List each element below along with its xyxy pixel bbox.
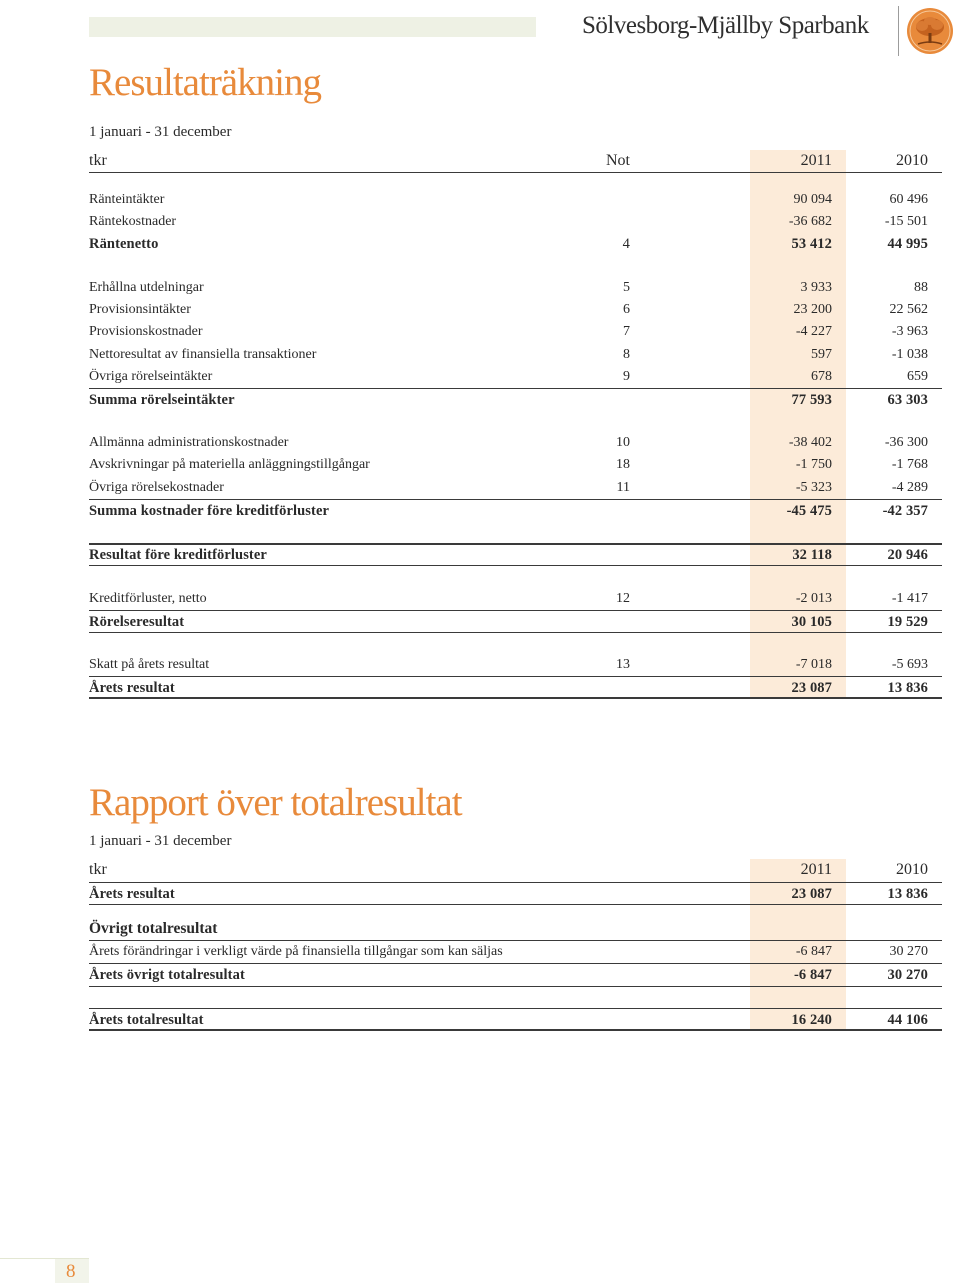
row-value-2011: -36 682 <box>788 214 832 229</box>
table-row <box>89 432 942 454</box>
period-text: 1 januari - 31 december <box>89 833 232 849</box>
brand-name: Sölvesborg-Mjällby Sparbank <box>582 12 869 39</box>
row-note: 18 <box>616 457 630 472</box>
row-label: Allmänna administrationskostnader <box>89 435 289 450</box>
row-note: 6 <box>623 302 630 317</box>
row-label: Skatt på årets resultat <box>89 657 210 672</box>
row-value-2011: -6 847 <box>793 967 832 983</box>
table-row <box>89 189 942 211</box>
row-label: Rörelseresultat <box>89 614 185 630</box>
row-label: Ränteintäkter <box>89 192 165 207</box>
row-value-2011: -45 475 <box>786 503 832 519</box>
row-value-2010: 22 562 <box>889 302 928 317</box>
row-label: Årets totalresultat <box>89 1012 204 1028</box>
row-value-2011: 77 593 <box>791 392 832 408</box>
table-row <box>89 277 942 299</box>
row-label: Årets resultat <box>89 680 175 696</box>
row-label: Årets övrigt totalresultat <box>89 967 245 983</box>
table-row <box>89 454 942 476</box>
row-value-2011: -2 013 <box>795 591 832 606</box>
table-row-sum <box>89 500 942 522</box>
table-row <box>89 477 942 499</box>
table-row <box>89 211 942 233</box>
row-value-2010: -4 289 <box>891 480 928 495</box>
row-value-2010: 60 496 <box>889 192 928 207</box>
table-row <box>89 233 942 255</box>
row-label: Räntenetto <box>89 236 159 252</box>
oak-tree-logo-icon <box>906 7 954 55</box>
section-title: Rapport över totalresultat <box>89 781 462 824</box>
row-value-2010: 19 529 <box>887 614 928 630</box>
row-value-2010: 44 995 <box>887 236 928 252</box>
col-header-tkr: tkr <box>89 152 107 169</box>
row-value-2011: -5 323 <box>795 480 832 495</box>
subheading: Övrigt totalresultat <box>89 920 218 937</box>
row-value-2011: 23 200 <box>793 302 832 317</box>
row-value-2010: 20 946 <box>887 547 928 563</box>
row-note: 12 <box>616 591 630 606</box>
row-value-2011: 32 118 <box>792 547 832 563</box>
sum-rule <box>89 565 942 566</box>
row-note: 7 <box>623 324 630 339</box>
period-text: 1 januari - 31 december <box>89 124 232 140</box>
row-value-2010: 13 836 <box>887 680 928 696</box>
row-value-2011: 16 240 <box>791 1012 832 1028</box>
table-row <box>89 588 942 610</box>
row-note: 5 <box>623 280 630 295</box>
row-value-2011: -1 750 <box>795 457 832 472</box>
row-note: 10 <box>616 435 630 450</box>
row-value-2011: -6 847 <box>795 944 832 959</box>
table-row-sum <box>89 1009 942 1031</box>
table-row <box>89 654 942 676</box>
table-row-sum <box>89 677 942 699</box>
row-value-2010: 44 106 <box>887 1012 928 1028</box>
row-label: Årets förändringar i verkligt värde på finansiella tillgångar som kan säljas <box>89 944 503 959</box>
header-divider <box>898 6 899 56</box>
double-rule <box>89 1029 942 1031</box>
row-note: 8 <box>623 347 630 362</box>
page-title: Resultaträkning <box>89 61 321 104</box>
row-label: Nettoresultat av finansiella transaktioner <box>89 347 317 362</box>
sum-rule <box>89 904 942 905</box>
sum-rule <box>89 632 942 633</box>
header-band <box>89 17 536 37</box>
row-label: Provisionsintäkter <box>89 302 191 317</box>
col-header-not: Not <box>606 152 630 169</box>
row-note: 11 <box>616 480 630 495</box>
table-row-sum <box>89 389 942 411</box>
table-row <box>89 299 942 321</box>
row-value-2011: 678 <box>811 369 832 384</box>
double-rule <box>89 697 942 699</box>
page-number: 8 <box>66 1261 76 1282</box>
table-header <box>89 860 942 882</box>
table-row-sum <box>89 611 942 633</box>
row-label: Kreditförluster, netto <box>89 591 207 606</box>
col-header-2010: 2010 <box>896 152 928 169</box>
col-header-2010: 2010 <box>896 861 928 878</box>
row-value-2010: -3 963 <box>891 324 928 339</box>
row-label: Summa kostnader före kreditförluster <box>89 503 330 519</box>
row-value-2011: -38 402 <box>788 435 832 450</box>
table-row <box>89 941 942 963</box>
row-value-2010: -15 501 <box>884 214 928 229</box>
table-row <box>89 344 942 366</box>
row-value-2010: -1 768 <box>891 457 928 472</box>
table-row-sum <box>89 544 942 566</box>
row-value-2010: 63 303 <box>887 392 928 408</box>
row-value-2011: -7 018 <box>795 657 832 672</box>
row-value-2011: 30 105 <box>791 614 832 630</box>
row-label: Avskrivningar på materiella anläggningstillgångar <box>89 457 370 472</box>
row-note: 9 <box>623 369 630 384</box>
row-value-2011: 53 412 <box>791 236 832 252</box>
row-value-2010: -36 300 <box>884 435 928 450</box>
header-rule <box>89 172 942 173</box>
table-row <box>89 321 942 343</box>
table-row-sum <box>89 964 942 986</box>
row-value-2010: -42 357 <box>882 503 928 519</box>
row-value-2011: 90 094 <box>793 192 832 207</box>
sum-rule <box>89 986 942 987</box>
table-header <box>89 151 942 173</box>
row-label: Övriga rörelsekostnader <box>89 480 224 495</box>
row-value-2010: 659 <box>907 369 928 384</box>
col-header-2011: 2011 <box>800 152 832 169</box>
row-value-2010: 30 270 <box>887 967 928 983</box>
row-value-2010: 30 270 <box>889 944 928 959</box>
row-value-2010: 13 836 <box>887 886 928 902</box>
row-label: Övriga rörelseintäkter <box>89 369 213 384</box>
row-label: Årets resultat <box>89 886 175 902</box>
row-value-2011: 597 <box>811 347 832 362</box>
row-value-2011: 23 087 <box>791 886 832 902</box>
row-label: Summa rörelseintäkter <box>89 392 235 408</box>
row-value-2010: -5 693 <box>891 657 928 672</box>
row-label: Provisionskostnader <box>89 324 203 339</box>
row-label: Erhållna utdelningar <box>89 280 204 295</box>
row-value-2010: 88 <box>914 280 928 295</box>
row-note: 13 <box>616 657 630 672</box>
col-header-2011: 2011 <box>800 861 832 878</box>
row-value-2011: -4 227 <box>795 324 832 339</box>
row-value-2010: -1 038 <box>891 347 928 362</box>
row-value-2011: 23 087 <box>791 680 832 696</box>
col-header-tkr: tkr <box>89 861 107 878</box>
row-label: Resultat före kreditförluster <box>89 547 267 563</box>
table-row <box>89 366 942 388</box>
table-row-sum <box>89 883 942 905</box>
row-label: Räntekostnader <box>89 214 177 229</box>
row-value-2011: 3 933 <box>800 280 832 295</box>
row-value-2010: -1 417 <box>891 591 928 606</box>
row-note: 4 <box>622 236 630 252</box>
